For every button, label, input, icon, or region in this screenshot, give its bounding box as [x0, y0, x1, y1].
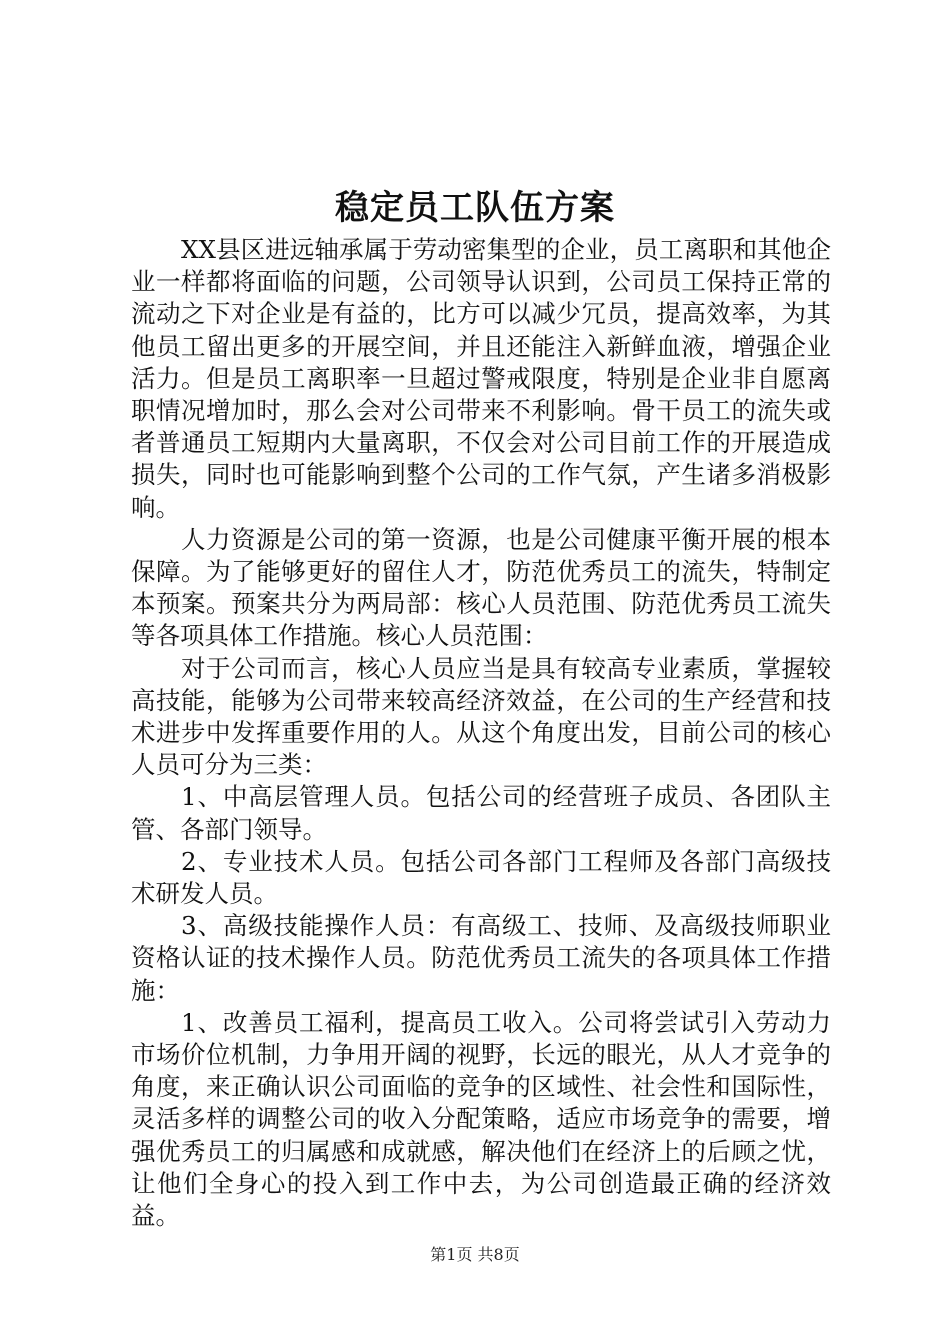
document-body — [131, 234, 831, 1232]
paragraph: 人力资源是公司的第一资源，也是公司健康平衡开展的根本保障。为了能够更好的留住人才，防范优秀员工的流失，特制定本预案。预案共分为两局部：核心人员范围、防范优秀员工流失等各项具体工作措施。核心人员范围： — [131, 524, 831, 651]
page-number-footer: 第1页 共8页 — [430, 1245, 520, 1264]
paragraph: 2、专业技术人员。包括公司各部门工程师及各部门高级技术研发人员。 — [131, 846, 831, 909]
paragraph: 1、改善员工福利，提高员工收入。公司将尝试引入劳动力市场价位机制，力争用开阔的视野，长远的眼光，从人才竞争的角度，来正确认识公司面临的竞争的区域性、社会性和国际性，灵活多样的调整公司的收入分配策略，适应市场竞争的需要，增强优秀员工的归属感和成就感，解决他们在经济上的后顾之忧，让他们全身心的投入到工作中去，为公司创造最正确的经济效益。 — [131, 1007, 831, 1231]
paragraph: XX县区进远轴承属于劳动密集型的企业，员工离职和其他企业一样都将面临的问题，公司领导认识到，公司员工保持正常的流动之下对企业是有益的，比方可以减少冗员，提高效率，为其他员工留出更多的开展空间，并且还能注入新鲜血液，增强企业活力。但是员工离职率一旦超过警戒限度，特别是企业非自愿离职情况增加时，那么会对公司带来不利影响。骨干员工的流失或者普通员工短期内大量离职，不仅会对公司目前工作的开展造成损失，同时也可能影响到整个公司的工作气氛，产生诸多消极影响。 — [131, 235, 831, 522]
paragraph: 对于公司而言，核心人员应当是具有较高专业素质，掌握较高技能，能够为公司带来较高经济效益，在公司的生产经营和技术进步中发挥重要作用的人。从这个角度出发，目前公司的核心人员可分为三类： — [131, 653, 831, 780]
paragraph: 1、中高层管理人员。包括公司的经营班子成员、各团队主管、各部门领导。 — [131, 782, 831, 844]
paragraph: 3、高级技能操作人员：有高级工、技师、及高级技师职业资格认证的技术操作人员。防范优秀员工流失的各项具体工作措施： — [131, 911, 831, 1005]
document-title: 稳定员工队伍方案 — [335, 188, 615, 228]
